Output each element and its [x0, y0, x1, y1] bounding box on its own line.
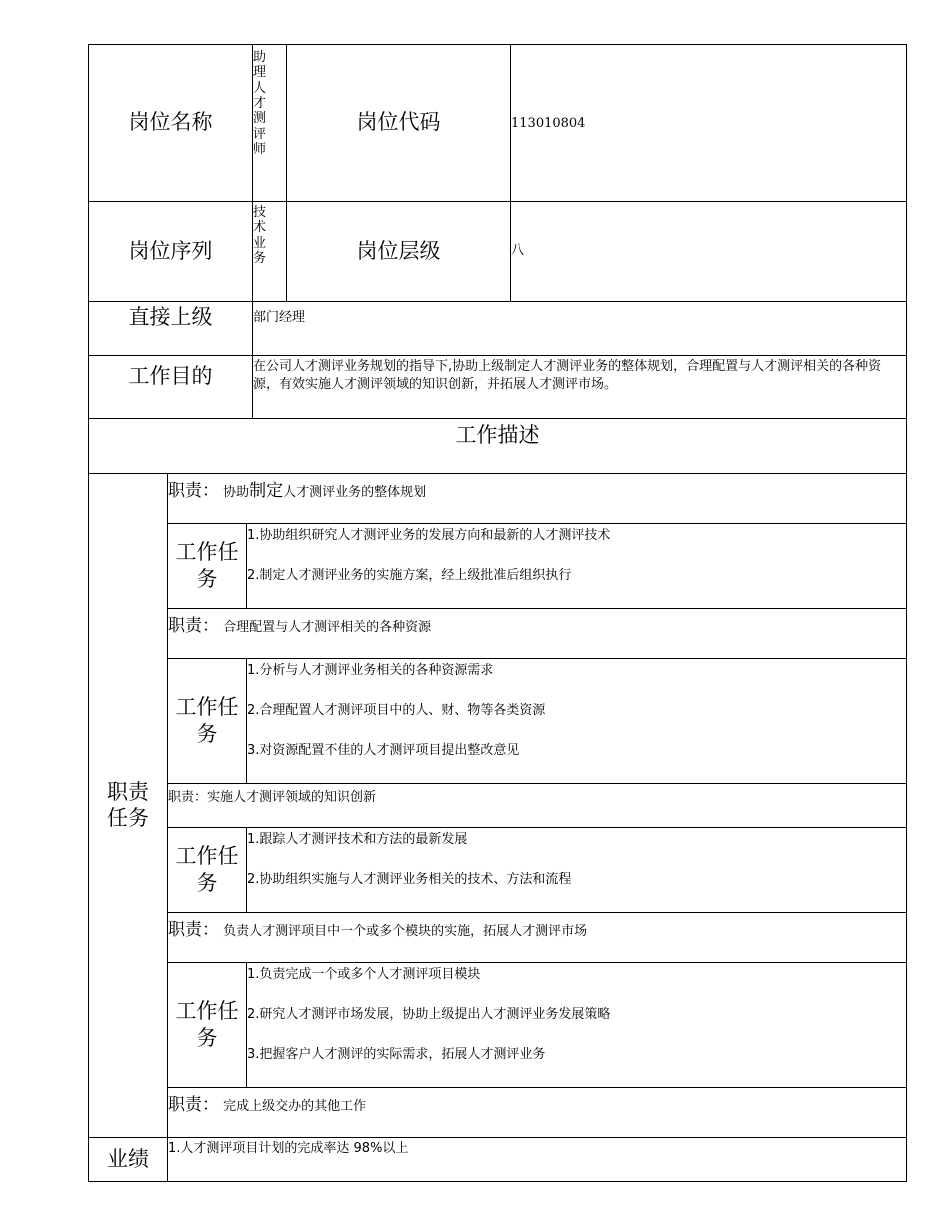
level-value: 八 [511, 243, 525, 259]
task-item: 1.协助组织研究人才测评业务的发展方向和最新的人才测评技术 [247, 528, 611, 543]
task-list-2 [246, 658, 907, 784]
position-name-label: 岗位名称 [88, 44, 253, 202]
duty-label: 职责： [168, 481, 219, 501]
task-item: 3.把握客户人才测评的实际需求，拓展人才测评业务 [247, 1047, 546, 1062]
duty-text-emph: 制定 [249, 481, 284, 501]
task-item: 1.分析与人才测评业务相关的各种资源需求 [247, 663, 494, 678]
task-item: 2.协助组织实施与人才测评业务相关的技术、方法和流程 [247, 872, 572, 887]
purpose-value: 在公司人才测评业务规划的指导下,协助上级制定人才测评业务的整体规划，合理配置与人才测评相关的各种资源，有效实施人才测评领域的知识创新，并拓展人才测评市场。 [252, 355, 907, 419]
task-list-3 [246, 827, 907, 913]
duty-tasks-label-text: 职责任务 [107, 780, 149, 830]
position-code-label: 岗位代码 [286, 44, 511, 202]
duty-5 [167, 1087, 907, 1138]
task-item: 1.负责完成一个或多个人才测评项目模块 [247, 967, 481, 982]
duty-1 [167, 473, 907, 524]
task-item: 2.研究人才测评市场发展，协助上级提出人才测评业务发展策略 [247, 1007, 611, 1022]
position-name-value: 助理人才测评师 [253, 50, 267, 157]
duty-text: 负责人才测评项目中一个或多个模块的实施，拓展人才测评市场 [223, 924, 588, 939]
task-list-1 [246, 523, 907, 609]
superior-value: 部门经理 [252, 301, 907, 356]
sequence-value: 技术业务 [253, 205, 267, 266]
position-code-cell [510, 44, 907, 202]
task-list-4 [246, 962, 907, 1088]
task-label-4 [167, 962, 247, 1088]
performance-value: 1.人才测评项目计划的完成率达 98%以上 [167, 1137, 907, 1182]
duty-text: 完成上级交办的其他工作 [223, 1099, 367, 1114]
position-code-value: 113010804 [511, 115, 586, 131]
task-label-2 [167, 658, 247, 784]
purpose-label: 工作目的 [88, 355, 253, 419]
duty-text: 合理配置与人才测评相关的各种资源 [223, 620, 432, 635]
task-label-text: 工作任务 [175, 694, 239, 746]
task-item: 1.跟踪人才测评技术和方法的最新发展 [247, 832, 468, 847]
sequence-label: 岗位序列 [88, 201, 253, 302]
duty-4 [167, 912, 907, 963]
position-name-cell [252, 44, 287, 202]
duty-label: 职责： [168, 920, 219, 940]
duty-tasks-label [88, 473, 168, 1138]
task-label-text: 工作任务 [175, 998, 239, 1050]
sequence-cell [252, 201, 287, 302]
task-item: 3.对资源配置不佳的人才测评项目提出整改意见 [247, 743, 520, 758]
superior-label: 直接上级 [88, 301, 253, 356]
duty-text-pre: 协助 [223, 485, 250, 500]
task-label-1 [167, 523, 247, 609]
task-label-text: 工作任务 [175, 843, 239, 895]
duty-text: 实施人才测评领域的知识创新 [207, 790, 377, 805]
duty-label: 职责： [168, 1095, 219, 1115]
level-label: 岗位层级 [286, 201, 511, 302]
section-title: 工作描述 [88, 418, 907, 474]
duty-label: 职责： [168, 790, 208, 805]
duty-2 [167, 608, 907, 659]
duty-label: 职责： [168, 616, 219, 636]
task-label-text: 工作任务 [175, 539, 239, 591]
duty-3 [167, 783, 907, 828]
level-cell [510, 201, 907, 302]
task-label-3 [167, 827, 247, 913]
duty-text-post: 人才测评业务的整体规划 [283, 485, 427, 500]
performance-label: 业绩 [88, 1137, 168, 1182]
task-item: 2.制定人才测评业务的实施方案，经上级批准后组织执行 [247, 568, 572, 583]
task-item: 2.合理配置人才测评项目中的人、财、物等各类资源 [247, 703, 546, 718]
